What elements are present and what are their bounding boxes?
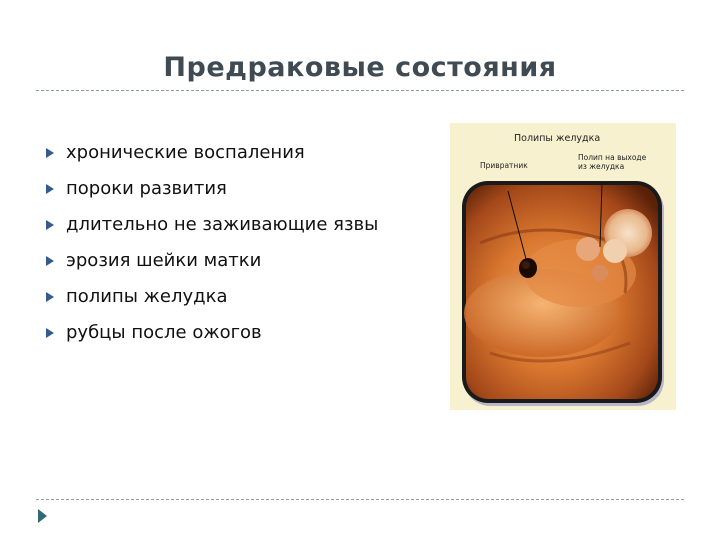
bullet-text: пороки развития (66, 178, 227, 199)
triangle-bullet-icon (46, 184, 54, 194)
bullet-text: эрозия шейки матки (66, 250, 262, 271)
triangle-bullet-icon (46, 220, 54, 230)
bullet-list (44, 140, 378, 356)
bullet-text: рубцы после ожогов (66, 322, 262, 343)
triangle-bullet-icon (46, 148, 54, 158)
bullet-item (44, 320, 378, 356)
stomach-polyp-figure (450, 123, 676, 410)
bullet-text: полипы желудка (66, 286, 228, 307)
bullet-item (44, 140, 378, 176)
triangle-bullet-icon (46, 292, 54, 302)
polyp-label-line1: Полип на выходе (578, 153, 647, 162)
bottom-divider (36, 499, 684, 500)
bullet-item (44, 248, 378, 284)
slide-corner-arrow-icon (38, 509, 47, 523)
triangle-bullet-icon (46, 328, 54, 338)
bullet-item (44, 212, 378, 248)
bullet-item (44, 176, 378, 212)
top-divider (36, 90, 684, 91)
bullet-text: хронические воспаления (66, 142, 305, 163)
polyp-label-line2: из желудка (578, 162, 625, 171)
bullet-text: длительно не заживающие язвы (66, 214, 379, 235)
slide-title: Предраковые состояния (163, 52, 557, 83)
triangle-bullet-icon (46, 256, 54, 266)
pylorus-label: Привратник (480, 161, 528, 170)
bullet-item (44, 284, 378, 320)
figure-title: Полипы желудка (514, 133, 601, 144)
